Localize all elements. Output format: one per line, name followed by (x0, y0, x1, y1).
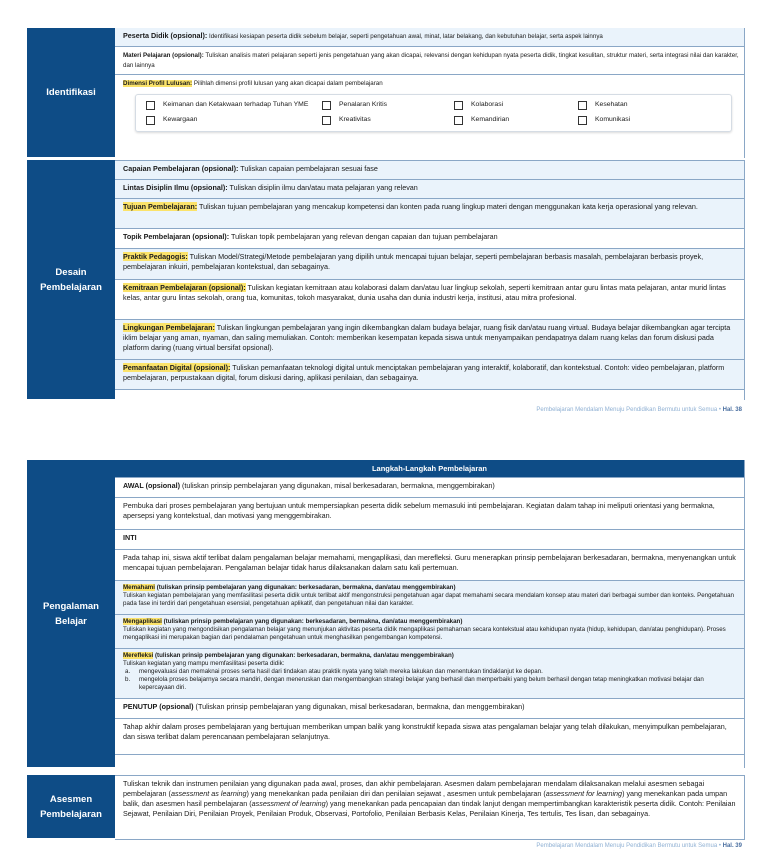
dimensi-option[interactable] (578, 101, 688, 110)
awal-desc: Pembuka dari proses pembelajaran yang bertujuan untuk mempersiapkan peserta didik sebelum memasuki inti pembelajaran. Kegiatan dalam tahap ini meliputi orientasi yang bermakna, apersepsi yang kontekstual, dan motivasi yang menggembirakan. (123, 501, 715, 520)
kemitraan-row (115, 280, 744, 320)
footer-text: Pembelajaran Mendalam Menuju Pendidikan Bermutu untuk Semua • (536, 407, 723, 413)
pengalaman-label-1: Pengalaman (43, 600, 99, 612)
desain-table (27, 160, 745, 400)
dimensi-option[interactable] (578, 116, 688, 125)
langkah-header: Langkah-Langkah Pembelajaran (115, 460, 744, 478)
page-footer (536, 407, 742, 413)
checkbox[interactable] (578, 101, 587, 110)
asesmen-label-2: Pembelajaran (40, 808, 102, 820)
penutup-text: (Tuliskan prinsip pembelajaran yang digunakan, misal berkesadaran, bermakna, dan menggembirakan) (193, 702, 525, 711)
mengaplikasi-row (115, 615, 744, 649)
penutup-desc-row (115, 719, 744, 755)
item-text: mengelola proses belajarnya secara mandiri, dengan meneruskan dan mengembangkan strategi belajar yang berhasil dan memperbaiki yang belum berhasil dengan tetap meningkatkan motivasi belajar dan kepercayaan diri. (139, 676, 704, 691)
identifikasi-label (27, 28, 115, 158)
option-label: Kreativitas (339, 116, 371, 123)
checkbox[interactable] (322, 116, 331, 125)
option-label: Penalaran Kritis (339, 101, 387, 108)
inti-row (115, 530, 744, 550)
kemitraan-text: Tuliskan kegiatan kemitraan atau kolaborasi dalam dan/atau luar lingkup sekolah, seperti kemitraan antar guru lintas mata pelajaran, antar murid lintas kelas, antar guru lintas sekolah, orang tua, komunitas, tokoh masyarakat, dunia usaha dan dunia industri kerja, institusi, atau mitra profesional. (123, 283, 726, 302)
tujuan-row (115, 199, 744, 229)
dimensi-option[interactable] (322, 101, 454, 110)
asesmen-table (27, 775, 745, 840)
merefleksi-title: Merefleksi (123, 652, 154, 659)
penutup-desc: Tahap akhir dalam proses pembelajaran yang bertujuan memberikan umpan balik yang konstruktif kepada siswa atas pengalaman belajar yang telah dilakukan, menyimpulkan pembelajaran, dan siswa terlibat dalam perencanaan pembelajaran selanjutnya. (123, 722, 727, 741)
awal-title: AWAL (opsional) (123, 481, 180, 490)
praktik-title: Praktik Pedagogis: (123, 252, 188, 261)
lingkungan-row (115, 320, 744, 360)
materi-text: Tuliskan analisis materi pelajaran seperti jenis pengetahuan yang akan dicapai, relevansi dengan kehidupan nyata peserta didik, tingkat kesulitan, struktur materi, serta integrasi nilai dan karakter, dan lainnya (123, 52, 739, 69)
merefleksi-item (123, 668, 740, 676)
inti-desc-row (115, 550, 744, 581)
kemitraan-title: Kemitraan Pembelajaran (opsional): (123, 283, 246, 292)
inti-title: INTI (123, 533, 137, 542)
topik-row (115, 229, 744, 249)
topik-title: Topik Pembelajaran (opsional): (123, 232, 230, 241)
footer-page-number: Hal. 38 (722, 407, 742, 413)
dimensi-option[interactable] (454, 101, 578, 110)
asesmen-italic-2: assessment for learning (545, 789, 623, 798)
identifikasi-body (115, 28, 745, 158)
merefleksi-text: Tuliskan kegiatan yang mampu memfasilitasi peserta didik: (123, 660, 285, 667)
asesmen-text-3: ) yang menekankan pada umpan balik, dan asesmen hasil pembelajaran ( (123, 789, 728, 808)
pengalaman-table (27, 460, 745, 768)
peserta-didik-text: Identifikasi kesiapan peserta didik sebelum belajar, seperti pengetahuan awal, minat, latar belakang, dan kebutuhan belajar, serta aspek lainnya (207, 33, 603, 40)
item-text: mengevaluasi dan memaknai proses serta hasil dari tindakan atau praktik nyata yang telah mereka lakukan dan menentukan tindaklanjut ke depan. (139, 668, 543, 675)
memahami-text: Tuliskan kegiatan pembelajaran yang memfasilitasi peserta didik untuk terlibat aktif mengonstruksi pengetahuan agar dapat memahami secara mendalam konsep atau materi dari berbagai sumber dan konteks. Pengetahuan pada fase ini terdiri dari pengetahuan esensial, pengetahuan aplikatif, dan pengetahuan nilai dan karakter. (123, 592, 734, 607)
pengalaman-body (115, 460, 745, 768)
dimensi-option[interactable] (146, 116, 322, 125)
identifikasi-table (27, 28, 745, 158)
praktik-text: Tuliskan Model/Strategi/Metode pembelajaran yang dipilih untuk mencapai tujuan belajar, seperti pembelajaran berbasis masalah, pembelajaran berbasis proyek, pembelajaran inkuiri, pembelajaran kontekstual, dan sebagainya. (123, 252, 704, 271)
memahami-row (115, 581, 744, 615)
lingkungan-text: Tuliskan lingkungan pembelajaran yang ingin dikembangkan dalam budaya belajar, ruang fisik dan/atau ruang virtual. Budaya belajar dikembangkan agar tercipta iklim belajar yang aman, nyaman, dan saling memuliakan. Contoh: memberikan kesempatan kepada siswa untuk menyampaikan pendapatnya dalam ruang kelas dan forum diskusi pada platform daring (ruang virtual bersifat opsional). (123, 323, 731, 352)
desain-label-1: Desain (55, 266, 87, 278)
option-label: Kewargaan (163, 116, 198, 123)
topik-text: Tuliskan topik pembelajaran yang relevan dengan capaian dan tujuan pembelajaran (229, 232, 498, 241)
identifikasi-label-text: Identifikasi (46, 87, 96, 98)
dimensi-option[interactable] (146, 101, 322, 110)
dimensi-text: Pilihlah dimensi profil lulusan yang akan dicapai dalam pembelajaran (192, 80, 383, 87)
option-label: Keimanan dan Ketakwaan terhadap Tuhan YME (163, 101, 309, 108)
mengaplikasi-title: Mengaplikasi (123, 618, 162, 625)
dimensi-option[interactable] (322, 116, 454, 125)
desain-label-2: Pembelajaran (40, 281, 102, 293)
asesmen-label-1: Asesmen (49, 793, 93, 805)
option-label: Kolaborasi (471, 101, 504, 108)
capaian-text: Tuliskan capaian pembelajaran sesuai fase (238, 164, 378, 173)
capaian-row (115, 161, 744, 180)
option-label: Komunikasi (595, 116, 631, 123)
penutup-row (115, 699, 744, 719)
dimensi-title: Dimensi Profil Lulusan: (123, 80, 193, 87)
dimensi-profil-row (115, 75, 744, 158)
merefleksi-principle: (tuliskan prinsip pembelajaran yang digunakan: berkesadaran, bermakna, dan/atau menggembirakan) (153, 652, 454, 659)
asesmen-italic-1: assessment as learning (170, 789, 247, 798)
asesmen-italic-3: assessment of learning (251, 799, 326, 808)
memahami-title: Memahami (123, 584, 155, 591)
pemanfaatan-text: Tuliskan pemanfaatan teknologi digital untuk menciptakan pembelajaran yang interaktif, kolaboratif, dan kontekstual. Contoh: video pembelajaran, platform pembelajaran, perpustakaan digital, forum diskusi daring, aplikasi penilaian, dan sebagainya. (123, 363, 725, 382)
footer-page-number: Hal. 39 (722, 843, 742, 849)
asesmen-text-4: ) yang menekankan pada pencapaian dan tindak lanjut dengan mempertimbangkan karakteristik peserta didik. Contoh: Penilaian Sejawat, Penilaian Diri, Penilaian Proyek, Penilaian Produk, Observasi, Portofolio, Penilaian Berbasis Kelas, Penilaian Kinerja, Tes tertulis, Tes lisan, dan sebagainya. (123, 799, 736, 818)
peserta-didik-row (115, 28, 744, 47)
dimensi-option[interactable] (454, 116, 578, 125)
footer-text: Pembelajaran Mendalam Menuju Pendidikan Bermutu untuk Semua • (536, 843, 723, 849)
checkbox[interactable] (146, 101, 155, 110)
tujuan-title: Tujuan Pembelajaran: (123, 202, 198, 211)
inti-desc: Pada tahap ini, siswa aktif terlibat dalam pengalaman belajar memahami, mengaplikasi, dan merefleksi. Guru menerapkan prinsip pembelajaran berkesadaran, bermakna, menyenangkan untuk mencapai tujuan pembelajaran. Pengalaman belajar tidak harus dilaksanakan dalam satu kali pertemuan. (123, 553, 736, 572)
pengalaman-label-2: Belajar (55, 615, 87, 627)
penutup-title: PENUTUP (opsional) (123, 702, 194, 711)
pemanfaatan-title: Pemanfaatan Digital (opsional): (123, 363, 231, 372)
merefleksi-row (115, 649, 744, 699)
capaian-title: Capaian Pembelajaran (opsional): (123, 164, 239, 173)
lintas-title: Lintas Disiplin Ilmu (opsional): (123, 183, 228, 192)
dimensi-checkbox-group (135, 94, 732, 132)
lintas-text: Tuliskan disiplin ilmu dan/atau mata pelajaran yang relevan (227, 183, 418, 192)
awal-row (115, 478, 744, 498)
checkbox[interactable] (578, 116, 587, 125)
mengaplikasi-principle: (tuliskan prinsip pembelajaran yang digunakan: berkesadaran, bermakna, dan/atau menggembirakan) (161, 618, 463, 625)
pemanfaatan-row (115, 360, 744, 390)
merefleksi-item (123, 676, 740, 692)
materi-title: Materi Pelajaran (opsional): (123, 52, 204, 59)
item-marker: a. (125, 668, 131, 675)
mengaplikasi-text: Tuliskan kegiatan yang mengondisikan pengalaman belajar yang menunjukan aktivitas peserta didik mengaplikasi pemahaman secara kontekstual atau kehidupan nyata (hidup, kehidupan, dan/atau penghidupan). Proses mengaplikasi ini merupakan bagian dari pendalaman pengetahuan untuk menghasilkan pengembangan kompetensi. (123, 626, 726, 641)
item-marker: b. (125, 676, 131, 683)
materi-pelajaran-row (115, 47, 744, 75)
asesmen-text-2: ) yang menekankan pada penilaian diri dan penilaian sejawat , asesmen untuk pembelajaran ( (246, 789, 546, 798)
awal-text: (tuliskan prinsip pembelajaran yang digunakan, misal berkesadaran, bermakna, menggembirakan) (179, 481, 495, 490)
memahami-principle: (tuliskan prinsip pembelajaran yang digunakan: berkesadaran, bermakna, dan/atau menggembirakan) (154, 584, 456, 591)
checkbox[interactable] (146, 116, 155, 125)
option-label: Kesehatan (595, 101, 628, 108)
asesmen-row (115, 776, 744, 840)
awal-desc-row (115, 498, 744, 530)
option-label: Kemandirian (471, 116, 510, 123)
peserta-didik-title: Peserta Didik (opsional): (123, 31, 208, 40)
lingkungan-title: Lingkungan Pembelajaran: (123, 323, 215, 332)
tujuan-text: Tuliskan tujuan pembelajaran yang mencakup kompetensi dan konten pada ruang lingkup materi dengan menggunakan kata kerja operasional yang relevan. (197, 202, 698, 211)
checkbox[interactable] (322, 101, 331, 110)
checkbox[interactable] (454, 116, 463, 125)
desain-body (115, 160, 745, 400)
praktik-row (115, 249, 744, 280)
asesmen-body (115, 775, 745, 840)
pengalaman-label (27, 460, 115, 768)
asesmen-label (27, 775, 115, 839)
checkbox[interactable] (454, 101, 463, 110)
asesmen-text-1: Tuliskan teknik dan instrumen penilaian yang digunakan pada awal, proses, dan akhir pembelajaran. Asesmen dalam pembelajaran mendalam dilaksanakan melalui asesmen sebagai pembelajaran ( (123, 779, 705, 798)
desain-label (27, 160, 115, 400)
lintas-disiplin-row (115, 180, 744, 199)
page-footer (536, 843, 742, 849)
